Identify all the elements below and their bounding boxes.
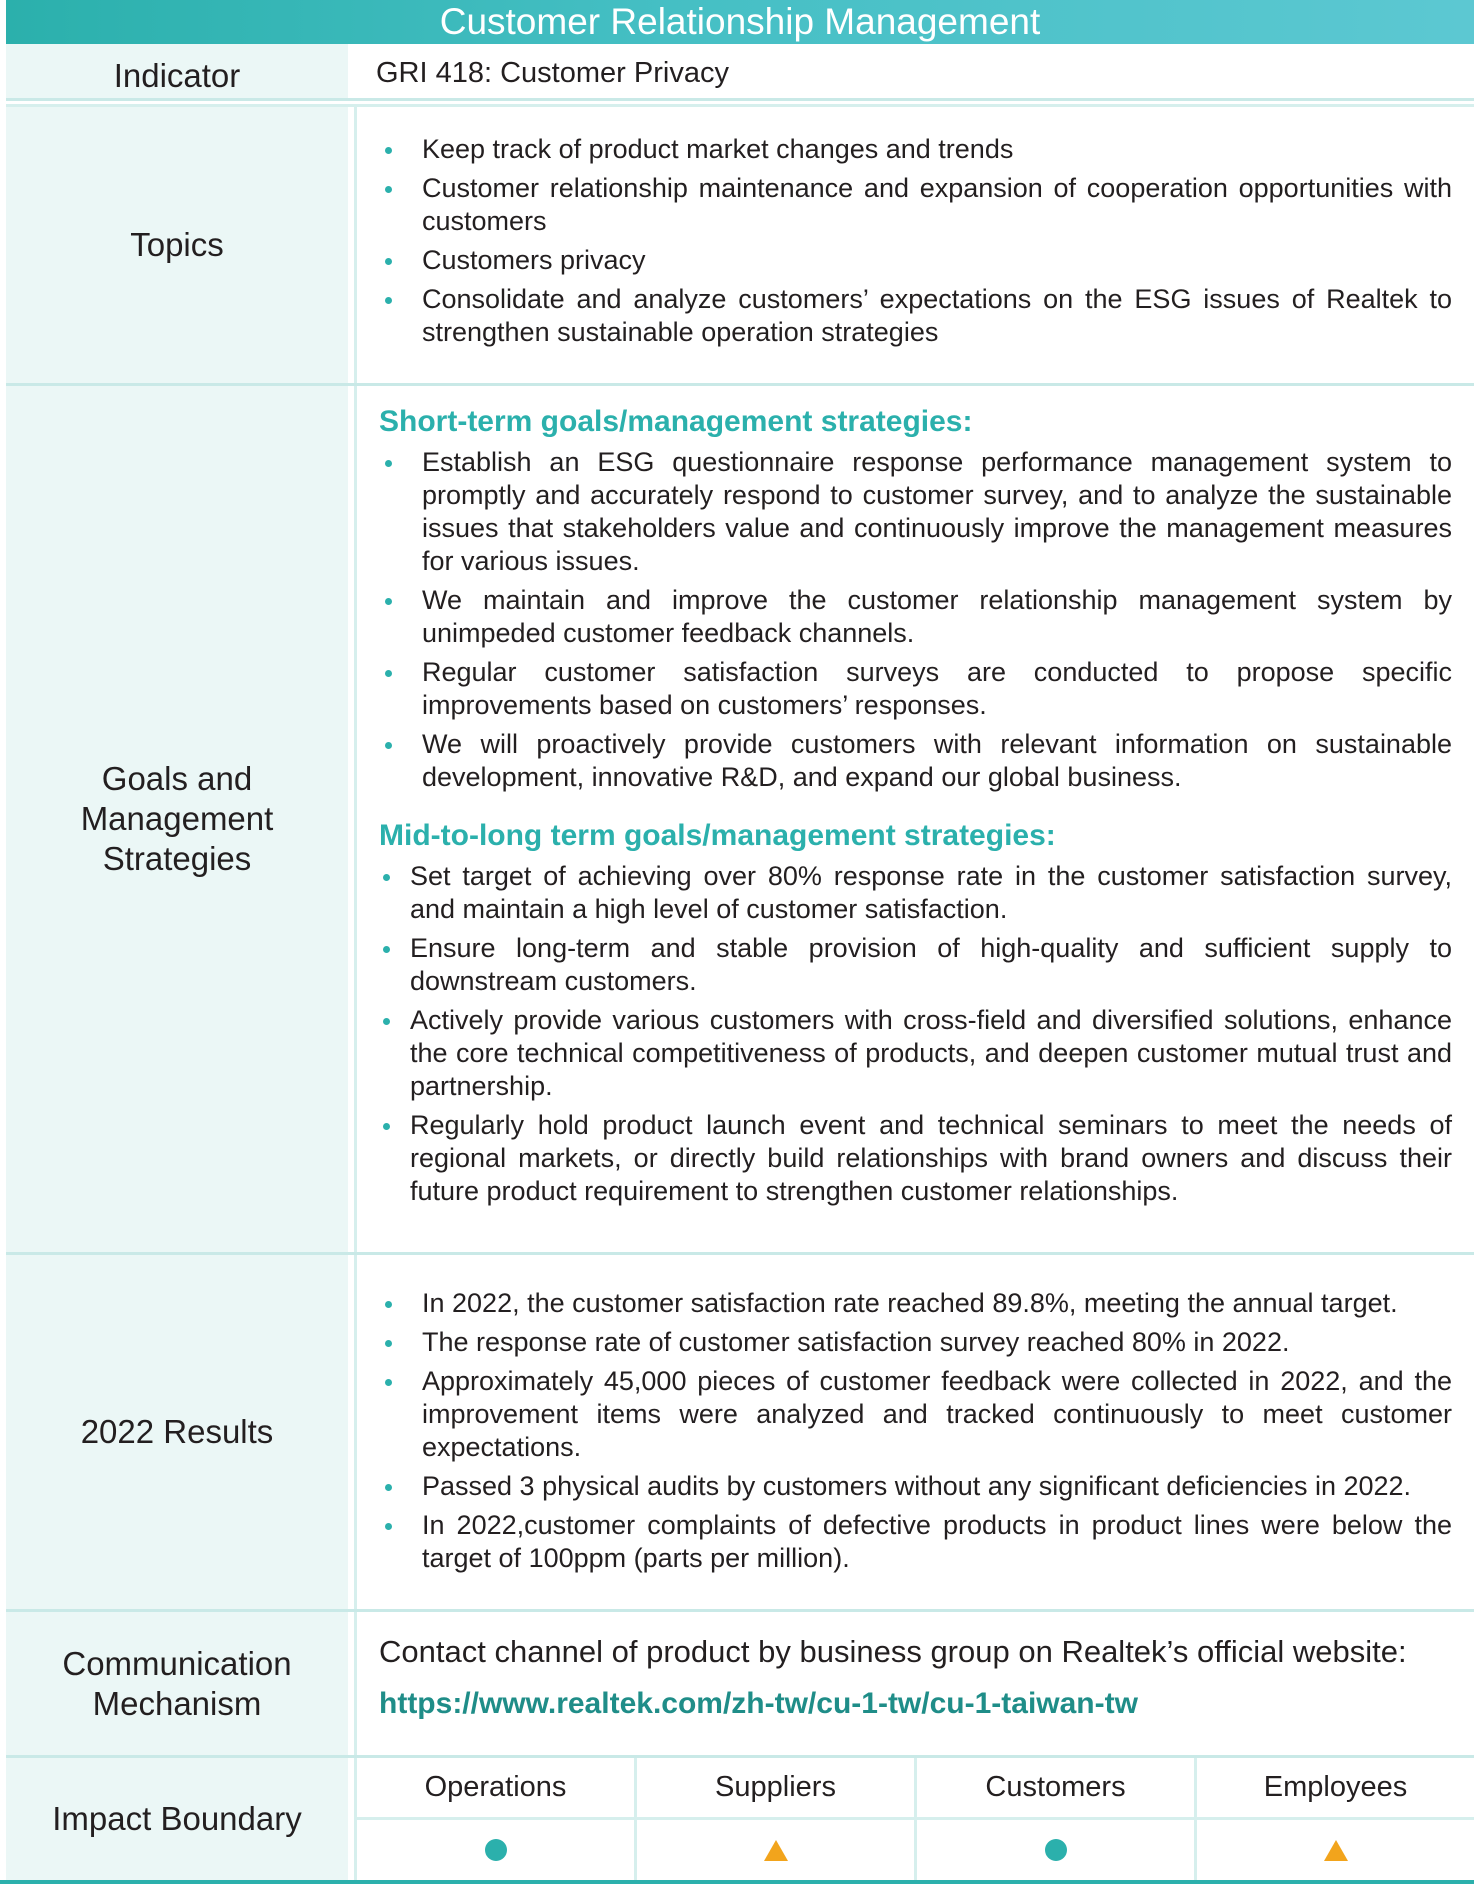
list-item: We maintain and improve the customer relationship management system by unimpeded customer feedback channels. — [379, 584, 1452, 650]
indicator-row — [6, 44, 1474, 98]
column-header-suppliers: Suppliers — [634, 1758, 914, 1820]
communication-content — [379, 1632, 1452, 1724]
list-item: Regularly hold product launch event and technical seminars to meet the needs of regional markets, or directly build relationships with brand owners and discuss their future product requirement to strengthen customer relationships. — [379, 1109, 1452, 1208]
column-header-operations: Operations — [354, 1758, 634, 1820]
impact-boundary-grid — [354, 1758, 1474, 1880]
topics-list — [379, 133, 1452, 355]
short-term-heading: Short-term goals/management strategies: — [379, 405, 973, 438]
operations-marker-cell — [354, 1820, 634, 1880]
communication-label: Communication Mechanism — [6, 1612, 348, 1755]
list-item: Customer relationship maintenance and expansion of cooperation opportunities with customers — [379, 172, 1452, 238]
list-item: Regular customer satisfaction surveys are conducted to propose specific improvements based on customers’ responses. — [379, 656, 1452, 722]
circle-icon — [1045, 1839, 1067, 1861]
customers-marker-cell — [914, 1820, 1194, 1880]
list-item: In 2022,customer complaints of defective products in product lines were below the target of 100ppm (parts per million). — [379, 1509, 1452, 1575]
list-item: The response rate of customer satisfaction survey reached 80% in 2022. — [379, 1326, 1452, 1359]
indicator-label: Indicator — [6, 44, 348, 98]
triangle-icon — [764, 1840, 788, 1861]
goals-label: Goals and Management Strategies — [6, 386, 348, 1252]
list-item: Set target of achieving over 80% response rate in the customer satisfaction survey, and maintain a high level of customer satisfaction. — [379, 860, 1452, 926]
results-row — [6, 1255, 1474, 1609]
list-item: Actively provide various customers with cross-field and diversified solutions, enhance the core technical competitiveness of products, and deepen customer mutual trust and partnership. — [379, 1004, 1452, 1103]
list-item: Consolidate and analyze customers’ expectations on the ESG issues of Realtek to strengthen sustainable operation strategies — [379, 283, 1452, 349]
indicator-cell — [354, 44, 1474, 98]
table-title: Customer Relationship Management — [6, 0, 1474, 44]
triangle-icon — [1324, 1840, 1348, 1861]
bottom-rule — [0, 1880, 1474, 1884]
list-item: We will proactively provide customers with relevant information on sustainable development, innovative R&D, and expand our global business. — [379, 728, 1452, 794]
list-item: Approximately 45,000 pieces of customer feedback were collected in 2022, and the improvement items were analyzed and tracked continuously to meet customer expectations. — [379, 1365, 1452, 1464]
realtek-website-link[interactable]: https://www.realtek.com/zh-tw/cu-1-tw/cu-1-taiwan-tw — [379, 1687, 1138, 1720]
results-list — [379, 1287, 1452, 1581]
short-term-list — [379, 446, 1452, 794]
topics-cell — [354, 107, 1474, 383]
mid-long-term-heading: Mid-to-long term goals/management strategies: — [379, 819, 1056, 852]
column-header-customers: Customers — [914, 1758, 1194, 1820]
list-item: Establish an ESG questionnaire response performance management system to promptly and accurately respond to customer survey, and to analyze the sustainable issues that stakeholders value and continuously improve the management measures for various issues. — [379, 446, 1452, 578]
goals-row — [6, 386, 1474, 1252]
suppliers-marker-cell — [634, 1820, 914, 1880]
list-item: Passed 3 physical audits by customers without any significant deficiencies in 2022. — [379, 1470, 1452, 1503]
indicator-value: GRI 418: Customer Privacy — [376, 57, 729, 89]
list-item: Customers privacy — [379, 244, 1452, 277]
column-header-employees: Employees — [1194, 1758, 1474, 1820]
topics-label: Topics — [6, 107, 348, 383]
row-divider — [6, 98, 1474, 101]
impact-boundary-row — [6, 1758, 1474, 1880]
impact-boundary-label: Impact Boundary — [6, 1758, 348, 1880]
mid-long-term-list — [379, 860, 1452, 1208]
communication-cell — [354, 1612, 1474, 1755]
list-item: Ensure long-term and stable provision of high-quality and sufficient supply to downstream customers. — [379, 932, 1452, 998]
contact-text: Contact channel of product by business group on Realtek’s official website: — [379, 1634, 1407, 1669]
list-item: Keep track of product market changes and trends — [379, 133, 1452, 166]
employees-marker-cell — [1194, 1820, 1474, 1880]
results-cell — [354, 1255, 1474, 1609]
results-label: 2022 Results — [6, 1255, 348, 1609]
goals-cell — [354, 386, 1474, 1252]
topics-row — [6, 107, 1474, 383]
communication-row — [6, 1612, 1474, 1755]
list-item: In 2022, the customer satisfaction rate reached 89.8%, meeting the annual target. — [379, 1287, 1452, 1320]
goals-content — [379, 402, 1452, 1214]
circle-icon — [485, 1839, 507, 1861]
